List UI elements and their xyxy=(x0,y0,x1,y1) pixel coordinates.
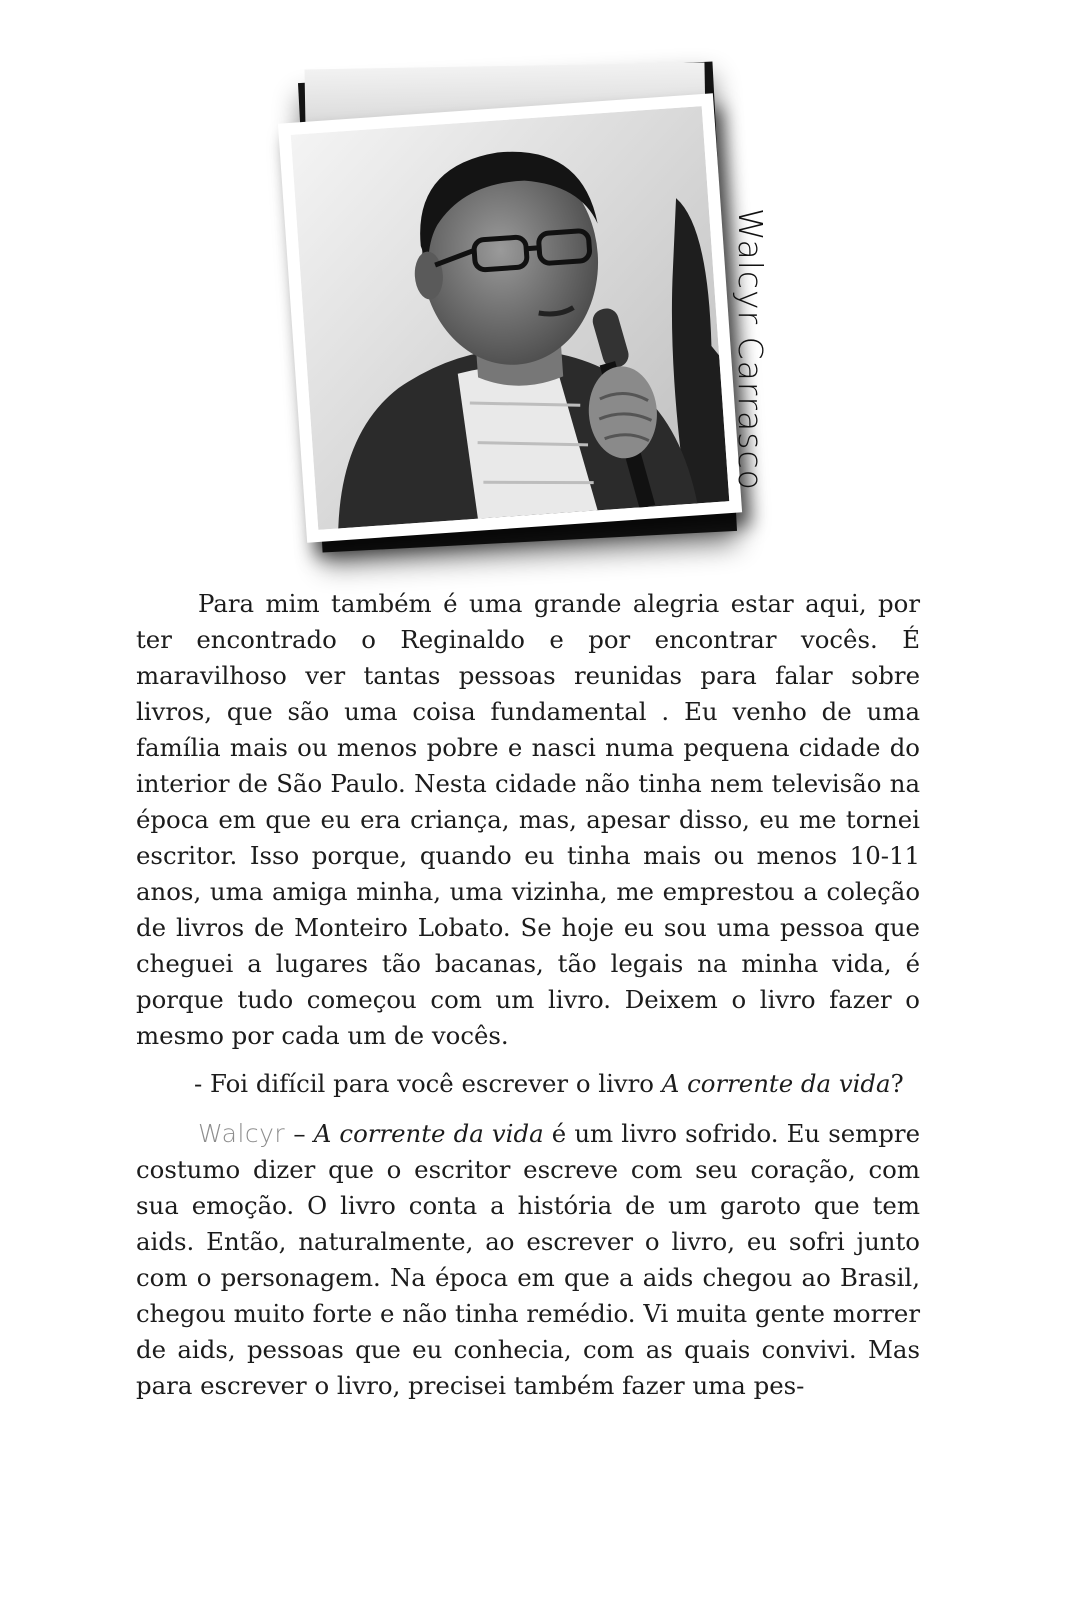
question-book-title: A corrente da vida xyxy=(661,1069,891,1098)
author-photo xyxy=(278,93,742,542)
photo-caption: Walcyr Carrasco xyxy=(731,208,770,491)
author-photo-block xyxy=(270,50,870,570)
answer-text: é um livro sofrido. Eu sempre costumo dizer que o escritor escreve com seu coração, com sua emoção. O livro conta a história de um garoto que tem aids. Então, naturalmente, ao escrever o livro, eu sofri junto com o personagem. Na época em que a aids chegou ao Brasil, chegou muito forte e não tinha remédio. Vi muita gente morrer de aids, pessoas que eu conhecia, com as quais convivi. Mas para escrever o livro, precisei também fazer uma pes- xyxy=(136,1119,921,1400)
answer-book-title: A corrente da vida xyxy=(313,1119,544,1148)
answer-speaker: Walcyr xyxy=(198,1119,286,1148)
interview-answer xyxy=(136,1116,920,1404)
author-portrait-image xyxy=(291,106,730,530)
body-text xyxy=(136,586,920,1404)
question-end: ? xyxy=(890,1069,904,1098)
question-text: - Foi difícil para você escrever o livro xyxy=(194,1069,662,1098)
intro-paragraph: Para mim também é uma grande alegria estar aqui, por ter encontrado o Reginaldo e por encontrar vocês. É maravilhoso ver tantas pessoas reunidas para falar sobre livros, que são uma coisa fundamental . Eu venho de uma família mais ou menos pobre e nasci numa pequena cidade do interior de São Paulo. Nesta cidade não tinha nem televisão na época em que eu era criança, mas, apesar disso, eu me tornei escritor. Isso porque, quando eu tinha mais ou menos 10-11 anos, uma amiga minha, uma vizinha, me emprestou a coleção de livros de Monteiro Lobato. Se hoje eu sou uma pessoa que cheguei a lugares tão bacanas, tão legais na minha vida, é porque tudo começou com um livro. Deixem o livro fazer o mesmo por cada um de vocês. xyxy=(136,589,920,1050)
answer-dash: – xyxy=(285,1119,314,1148)
interview-question xyxy=(136,1066,920,1102)
